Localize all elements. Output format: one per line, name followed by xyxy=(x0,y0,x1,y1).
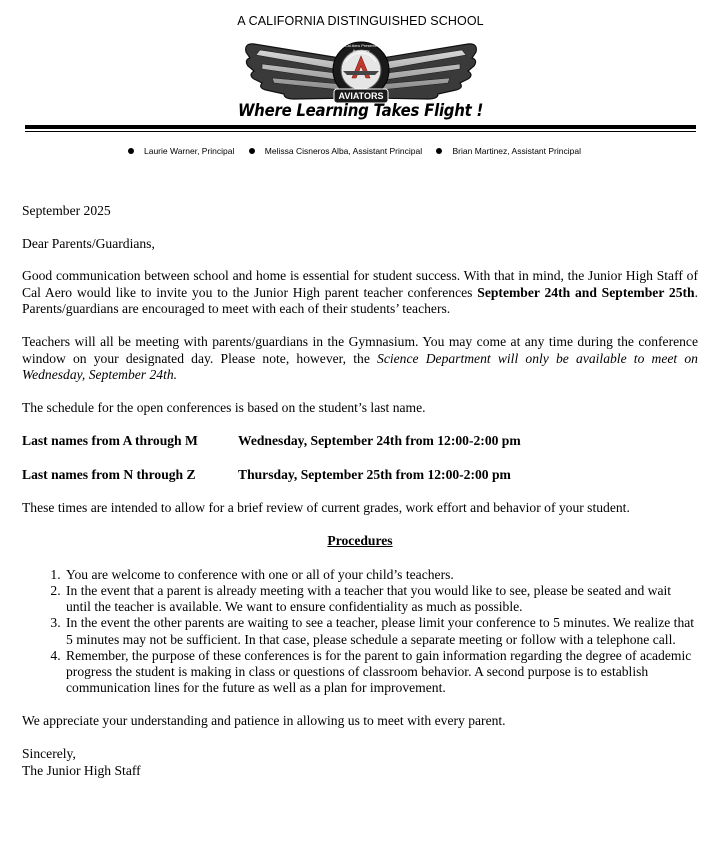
administrator-list xyxy=(0,146,721,156)
schedule-row xyxy=(22,433,698,450)
header-divider-thin xyxy=(25,131,696,132)
bullet-icon xyxy=(249,148,255,154)
procedures-heading: Procedures xyxy=(327,533,393,549)
procedures-list xyxy=(22,567,698,697)
letter-body xyxy=(22,203,698,779)
paragraph-purpose: These times are intended to allow for a brief review of current grades, work effort and behavior of your student. xyxy=(22,499,630,515)
sign-off: Sincerely, xyxy=(22,745,76,761)
paragraph-location xyxy=(22,334,698,384)
paragraph-intro-end: . Parents/guardians are encouraged to meet with each of their students’ teachers. xyxy=(22,284,698,317)
procedure-item: 4. Remember, the purpose of these conferences is for the parent to gain information regarding the degree of academic progress the student is making in class or questions of classroom behavior. A second purpose is to establish communication lines for the future as well as a plan for improvement. xyxy=(64,648,698,697)
letter-date: September 2025 xyxy=(22,203,111,218)
schedule-time: Thursday, September 25th from 12:00-2:00 pm xyxy=(238,466,511,482)
paragraph-schedule-intro: The schedule for the open conferences is based on the student’s last name. xyxy=(22,399,426,415)
school-distinction: A CALIFORNIA DISTINGUISHED SCHOOL xyxy=(237,14,484,28)
bullet-icon xyxy=(128,148,134,154)
conference-dates: September 24th and September 25th xyxy=(477,284,695,300)
aviators-wings-logo xyxy=(240,38,482,108)
paragraph-intro xyxy=(22,268,698,318)
schedule-names: Last names from N through Z xyxy=(22,466,196,482)
letter-greeting: Dear Parents/Guardians, xyxy=(22,235,155,251)
schedule-row xyxy=(22,467,698,484)
paragraph-intro-text: Good communication between school and home is essential for student success. With that in mind, the Junior High Staff of Cal Aero would like to invite you to the Junior High parent teacher conferences xyxy=(22,268,698,300)
procedure-item: 3. In the event the other parents are waiting to see a teacher, please limit your conference to 5 minutes. We realize that 5 minutes may not be sufficient. In that case, please schedule a separate meeting or follow with a telephone call. xyxy=(64,615,698,647)
paragraph-location-text: Teachers will all be meeting with parents/guardians in the Gymnasium. You may come at any time during the conference window on your designated day. Please note, however, the xyxy=(22,333,698,366)
logo-banner-text: AVIATORS xyxy=(338,91,384,101)
schedule-names: Last names from A through M xyxy=(22,433,198,449)
closing-paragraph: We appreciate your understanding and patience in allowing us to meet with every parent. xyxy=(22,713,506,729)
school-motto: Where Learning Takes Flight ! xyxy=(237,101,484,121)
science-note: Science Department will only be available to meet on Wednesday, September 24th. xyxy=(22,350,698,383)
administrator-name: Brian Martinez, Assistant Principal xyxy=(452,146,581,156)
administrator-name: Laurie Warner, Principal xyxy=(144,146,235,156)
signature: The Junior High Staff xyxy=(22,762,141,778)
procedure-item: 1. You are welcome to conference with one or all of your child’s teachers. xyxy=(64,567,698,583)
administrator-name: Melissa Cisneros Alba, Assistant Principal xyxy=(264,146,423,156)
bullet-icon xyxy=(436,148,442,154)
logo-ring-text: Cal Aero Preserve Academy xyxy=(344,43,378,53)
procedure-item: 2. In the event that a parent is already meeting with a teacher that you would like to see, please be seated and wait until the teacher is available. We want to ensure confidentiality as much as possible. xyxy=(64,583,698,615)
header-divider-thick xyxy=(25,125,696,129)
schedule-time: Wednesday, September 24th from 12:00-2:00 pm xyxy=(238,433,521,449)
